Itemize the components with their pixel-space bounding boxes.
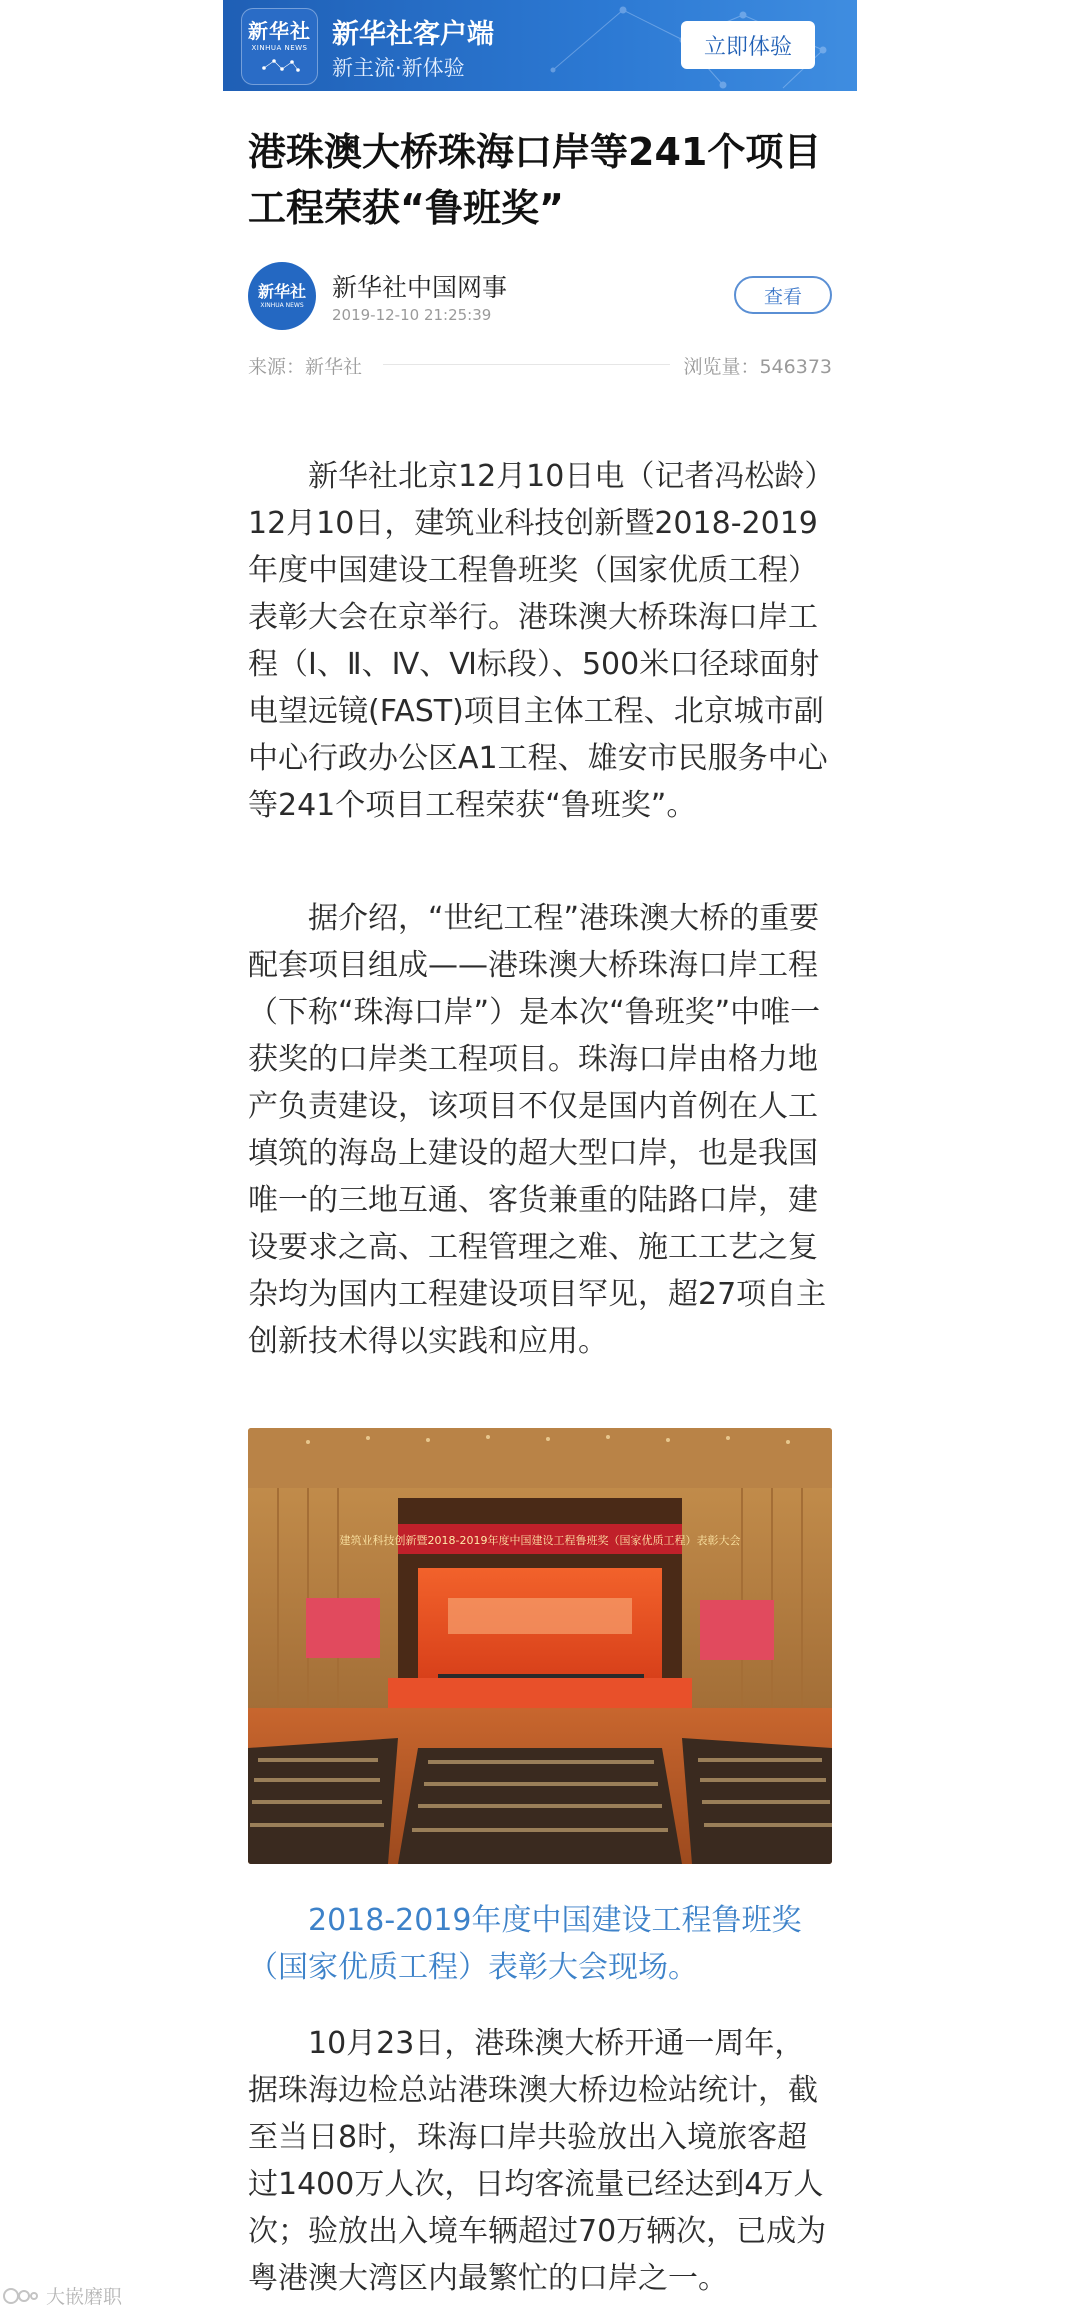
logo-en: XINHUA NEWS <box>251 43 308 52</box>
open-app-button[interactable]: 立即体验 <box>681 21 815 69</box>
author-row <box>248 262 832 332</box>
app-slogan: 新主流·新体验 <box>332 56 465 80</box>
photo-caption: 2018-2019年度中国建设工程鲁班奖（国家优质工程）表彰大会现场。 <box>248 1903 802 1985</box>
app-download-banner[interactable] <box>223 0 857 91</box>
paragraph-3: 10月23日，港珠澳大桥开通一周年，据珠海边检总站港珠澳大桥边检站统计，截至当日8时，珠海口岸共验放出入境旅客超过1400万人次，日均客流量已经达到4万人次；验放出入境车辆超过70万辆次，已成为粤港澳大湾区内最繁忙的口岸之一。 <box>248 2026 827 2296</box>
divider <box>383 364 670 365</box>
avatar-en: XINHUA NEWS <box>260 302 304 309</box>
meta-row <box>248 352 832 376</box>
view-button[interactable]: 查看 <box>734 276 832 314</box>
view-count: 浏览量：546373 <box>683 356 832 378</box>
logo-text: 新华社 <box>248 18 311 43</box>
app-name: 新华社客户端 <box>332 19 494 50</box>
publish-time: 2019-12-10 21:25:39 <box>332 306 492 324</box>
paragraph-1: 新华社北京12月10日电（记者冯松龄）12月10日，建筑业科技创新暨2018-2019年度中国建设工程鲁班奖（国家优质工程）表彰大会在京举行。港珠澳大桥珠海口岸工程（Ⅰ、Ⅱ、Ⅳ、Ⅵ标段）、500米口径球面射电望远镜(FAST)项目主体工程、北京城市副中心行政办公区A1工程、雄安市民服务中心等241个项目工程荣获“鲁班奖”。 <box>248 459 828 823</box>
source-label: 来源：新华社 <box>248 356 363 378</box>
xinhua-app-logo <box>241 8 318 85</box>
paragraph-2: 据介绍，“世纪工程”港珠澳大桥的重要配套项目组成——港珠澳大桥珠海口岸工程（下称“珠海口岸”）是本次“鲁班奖”中唯一获奖的口岸类工程项目。珠海口岸由格力地产负责建设，该项目不仅是国内首例在人工填筑的海岛上建设的超大型口岸，也是我国唯一的三地互通、客货兼重的陆路口岸，建设要求之高、工程管理之难、施工工艺之复杂均为国内工程建设项目罕见，超27项自主创新技术得以实践和应用。 <box>248 901 827 1359</box>
watermark <box>2 2282 122 2309</box>
hall-banner-text: 建筑业科技创新暨2018-2019年度中国建设工程鲁班奖（国家优质工程）表彰大会 <box>339 1534 741 1547</box>
article-title: 港珠澳大桥珠海口岸等241个项目工程荣获“鲁班奖” <box>248 130 822 230</box>
watermark-text: 大嵌磨职 <box>46 2286 123 2308</box>
author-name[interactable]: 新华社中国网事 <box>332 273 508 302</box>
ceremony-hall-image <box>248 1428 832 1864</box>
globe-network-icon <box>258 56 302 74</box>
article-photo[interactable] <box>248 1428 832 1864</box>
watermark-logo-icon <box>2 2285 42 2307</box>
avatar[interactable] <box>248 262 316 330</box>
avatar-text: 新华社 <box>257 282 306 301</box>
